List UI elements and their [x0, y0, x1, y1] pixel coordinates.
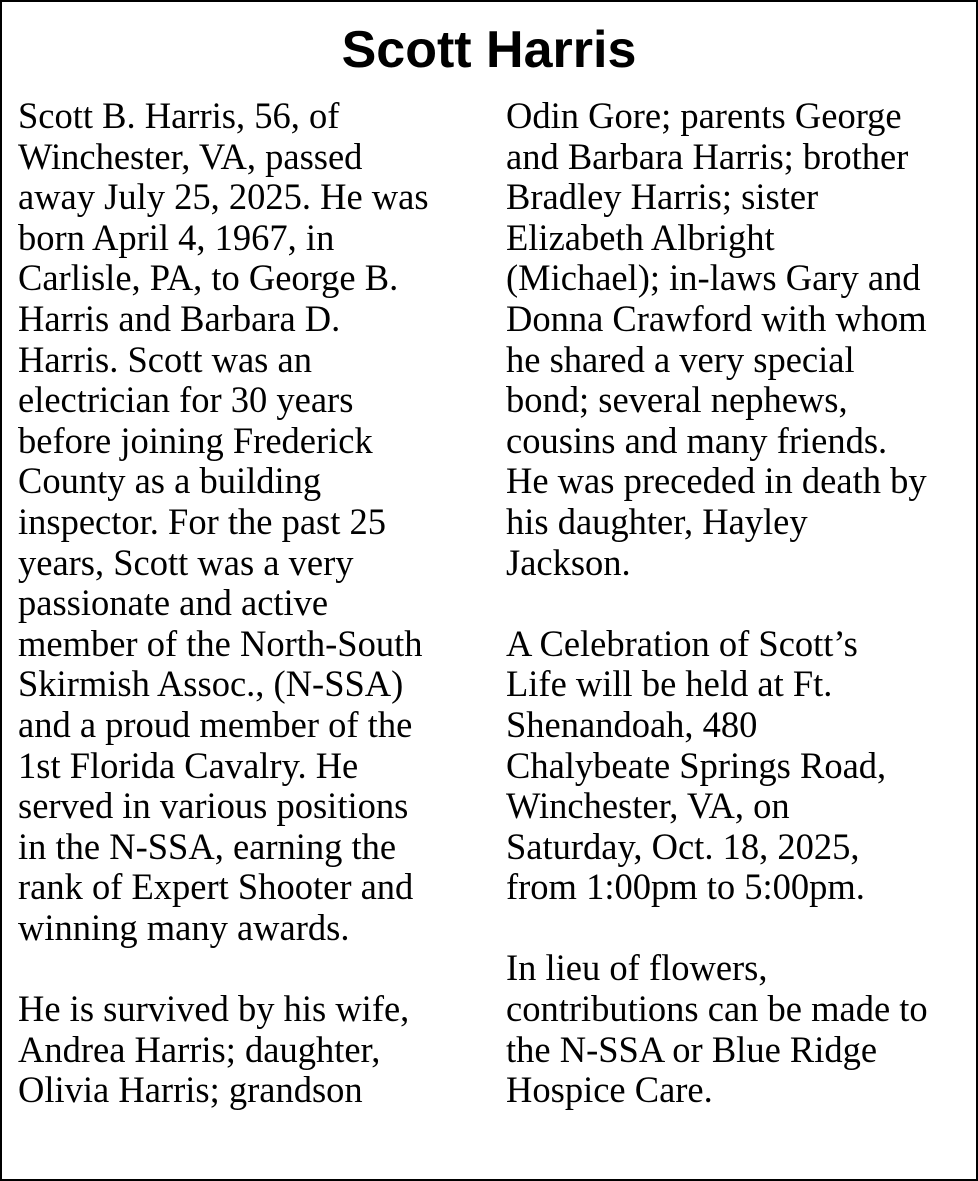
text-line: Life will be held at Ft.: [506, 663, 833, 705]
text-line: Olivia Harris; grandson: [18, 1069, 363, 1111]
text-line: Bradley Harris; sister: [506, 176, 819, 218]
text-line: away July 25, 2025. He was: [18, 176, 429, 218]
text-line: Winchester, VA, passed: [18, 135, 363, 177]
text-line: Elizabeth Albright: [506, 216, 775, 258]
text-line: County as a building: [18, 460, 322, 502]
text-line: Chalybeate Springs Road,: [506, 744, 887, 786]
text-line: Jackson.: [506, 541, 631, 583]
text-line: Harris and Barbara D.: [18, 297, 341, 339]
text-line: member of the North-South: [18, 622, 423, 664]
text-line: he shared a very special: [506, 338, 855, 380]
text-line: A Celebration of Scott’s: [506, 622, 858, 664]
text-line: years, Scott was a very: [18, 541, 354, 583]
text-line: (Michael); in-laws Gary and: [506, 257, 921, 299]
text-line: 1st Florida Cavalry. He: [18, 744, 359, 786]
text-line: cousins and many friends.: [506, 419, 888, 461]
text-line: born April 4, 1967, in: [18, 216, 335, 258]
left-column: [18, 96, 488, 1111]
paragraph-gap: [18, 948, 488, 989]
text-line: Saturday, Oct. 18, 2025,: [506, 825, 860, 867]
paragraph-gap: [506, 583, 971, 624]
paragraph-survivors-continued: [506, 96, 971, 583]
paragraph-biography: [18, 96, 488, 948]
text-line: passionate and active: [18, 582, 329, 624]
text-line: Shenandoah, 480: [506, 703, 758, 745]
text-line: In lieu of flowers,: [506, 947, 768, 989]
text-line: before joining Frederick: [18, 419, 373, 461]
text-line: Scott B. Harris, 56, of: [18, 95, 340, 136]
obituary-title: Scott Harris: [341, 21, 637, 79]
text-line: contributions can be made to: [506, 988, 928, 1030]
paragraph-celebration: [506, 624, 971, 908]
paragraph-gap: [506, 908, 971, 949]
text-line: He was preceded in death by: [506, 460, 927, 502]
text-line: Winchester, VA, on: [506, 785, 790, 827]
text-line: Carlisle, PA, to George B.: [18, 257, 399, 299]
text-line: winning many awards.: [18, 906, 350, 948]
text-line: bond; several nephews,: [506, 379, 848, 421]
text-line: Harris. Scott was an: [18, 338, 312, 380]
text-line: Skirmish Assoc., (N-SSA): [18, 663, 404, 705]
paragraph-contributions: [506, 948, 971, 1110]
text-line: He is survived by his wife,: [18, 988, 410, 1030]
text-line: Andrea Harris; daughter,: [18, 1028, 381, 1070]
text-line: served in various positions: [18, 785, 409, 827]
text-line: the N-SSA or Blue Ridge: [506, 1028, 878, 1070]
paragraph-survivors: [18, 989, 488, 1111]
text-line: in the N-SSA, earning the: [18, 825, 397, 867]
text-line: electrician for 30 years: [18, 379, 354, 421]
right-column: [506, 96, 971, 1111]
text-line: Hospice Care.: [506, 1069, 713, 1111]
text-line: rank of Expert Shooter and: [18, 866, 414, 908]
text-line: and a proud member of the: [18, 703, 413, 745]
text-line: Odin Gore; parents George: [506, 95, 902, 136]
text-line: Donna Crawford with whom: [506, 297, 927, 339]
text-line: inspector. For the past 25: [18, 500, 386, 542]
text-line: from 1:00pm to 5:00pm.: [506, 866, 865, 908]
text-line: his daughter, Hayley: [506, 500, 808, 542]
text-line: and Barbara Harris; brother: [506, 135, 909, 177]
